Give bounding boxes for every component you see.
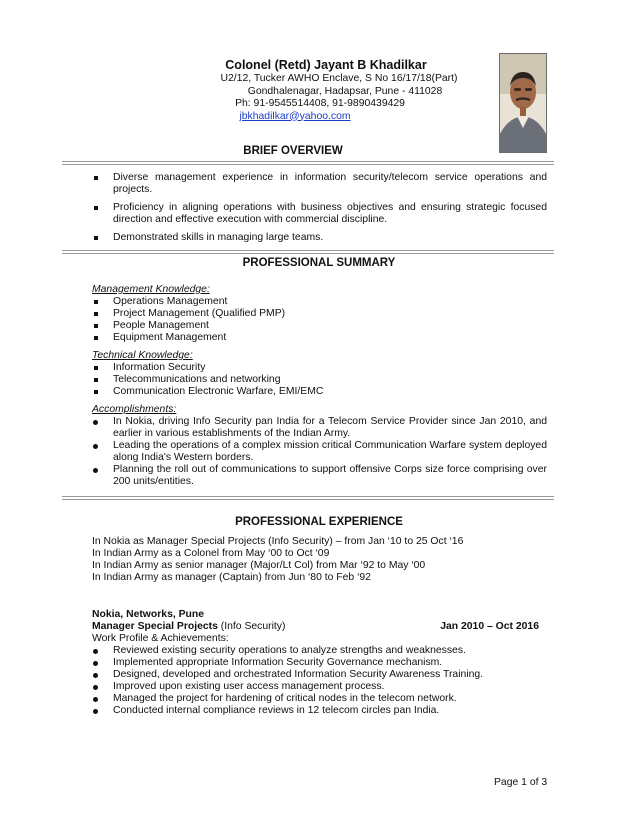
accomplishments-list: [92, 416, 547, 488]
section-divider: [62, 250, 554, 254]
list-item: Improved upon existing user access management process.: [92, 681, 547, 693]
management-knowledge-list: [92, 296, 547, 344]
employer-name: Nokia, Networks, Pune: [92, 609, 205, 620]
role-suffix: (Info Security): [217, 621, 286, 632]
role-row: [92, 621, 547, 633]
list-item: Demonstrated skills in managing large teams.: [92, 232, 547, 244]
list-item: In Nokia, driving Info Security pan India for a Telecom Service Provider since Jan 2010, and earlier in various establishments of the Indian Army.: [92, 416, 547, 440]
work-profile-heading: Work Profile & Achievements:: [92, 633, 229, 644]
brief-overview-title: BRIEF OVERVIEW: [243, 145, 343, 157]
list-item: Operations Management: [92, 296, 547, 308]
page-number: Page 1 of 3: [494, 777, 548, 788]
professional-summary-body: [92, 284, 547, 488]
list-item: People Management: [92, 320, 547, 332]
list-item: Communication Electronic Warfare, EMI/EMC: [92, 386, 547, 398]
management-knowledge-heading: Management Knowledge:: [92, 284, 210, 295]
profile-photo: [500, 54, 546, 152]
list-item: Equipment Management: [92, 332, 547, 344]
experience-summary-line: In Indian Army as manager (Captain) from Jun ‘80 to Feb ‘92: [92, 572, 371, 583]
professional-summary-title: PROFESSIONAL SUMMARY: [242, 257, 396, 269]
contact-header: [150, 58, 480, 123]
list-item: Implemented appropriate Information Security Governance mechanism.: [92, 657, 547, 669]
brief-overview-list: [92, 172, 547, 244]
accomplishments-heading: Accomplishments:: [92, 404, 177, 415]
address-line-2: Gondhalenagar, Hadapsar, Pune - 411028: [247, 85, 443, 97]
email-link[interactable]: jbkhadilkar@yahoo.com: [239, 110, 351, 122]
section-divider: [62, 161, 554, 165]
list-item: Reviewed existing security operations to analyze strengths and weaknesses.: [92, 645, 547, 657]
technical-knowledge-heading: Technical Knowledge:: [92, 350, 193, 361]
role-title: Manager Special Projects: [92, 621, 218, 632]
experience-summary-line: In Nokia as Manager Special Projects (Info Security) – from Jan ‘10 to 25 Oct ‘16: [92, 536, 464, 547]
list-item: Planning the roll out of communications to support offensive Corps size force comprising over 200 units/entities.: [92, 464, 547, 488]
list-item: Project Management (Qualified PMP): [92, 308, 547, 320]
candidate-name: Colonel (Retd) Jayant B Khadilkar: [225, 58, 427, 72]
list-item: Information Security: [92, 362, 547, 374]
professional-experience-title: PROFESSIONAL EXPERIENCE: [235, 516, 403, 528]
list-item: Leading the operations of a complex mission critical Communication Warfare system deployed along India's Western borders.: [92, 440, 547, 464]
list-item: Proficiency in aligning operations with business objectives and ensuring strategic focused direction and effective execution with commercial discipline.: [92, 202, 547, 226]
achievements-list: [92, 645, 547, 717]
list-item: Diverse management experience in information security/telecom service operations and projects.: [92, 172, 547, 196]
role-period: Jan 2010 – Oct 2016: [440, 621, 539, 632]
list-item: Managed the project for hardening of critical nodes in the telecom network.: [92, 693, 547, 705]
list-item: Telecommunications and networking: [92, 374, 547, 386]
nokia-experience: [92, 609, 547, 717]
phone-numbers: Ph: 91-9545514408, 91-9890439429: [235, 98, 405, 109]
list-item: Designed, developed and orchestrated Information Security Awareness Training.: [92, 669, 547, 681]
experience-summary: [92, 536, 547, 584]
experience-summary-line: In Indian Army as senior manager (Major/Lt Col) from Mar ‘92 to May ‘00: [92, 560, 426, 571]
list-item: Conducted internal compliance reviews in 12 telecom circles pan India.: [92, 705, 547, 717]
section-divider: [62, 496, 554, 500]
experience-summary-line: In Indian Army as a Colonel from May ‘00 to Oct ‘09: [92, 548, 330, 559]
address-line-1: U2/12, Tucker AWHO Enclave, S No 16/17/18(Part): [220, 73, 458, 84]
role-line: [92, 621, 285, 633]
technical-knowledge-list: [92, 362, 547, 398]
